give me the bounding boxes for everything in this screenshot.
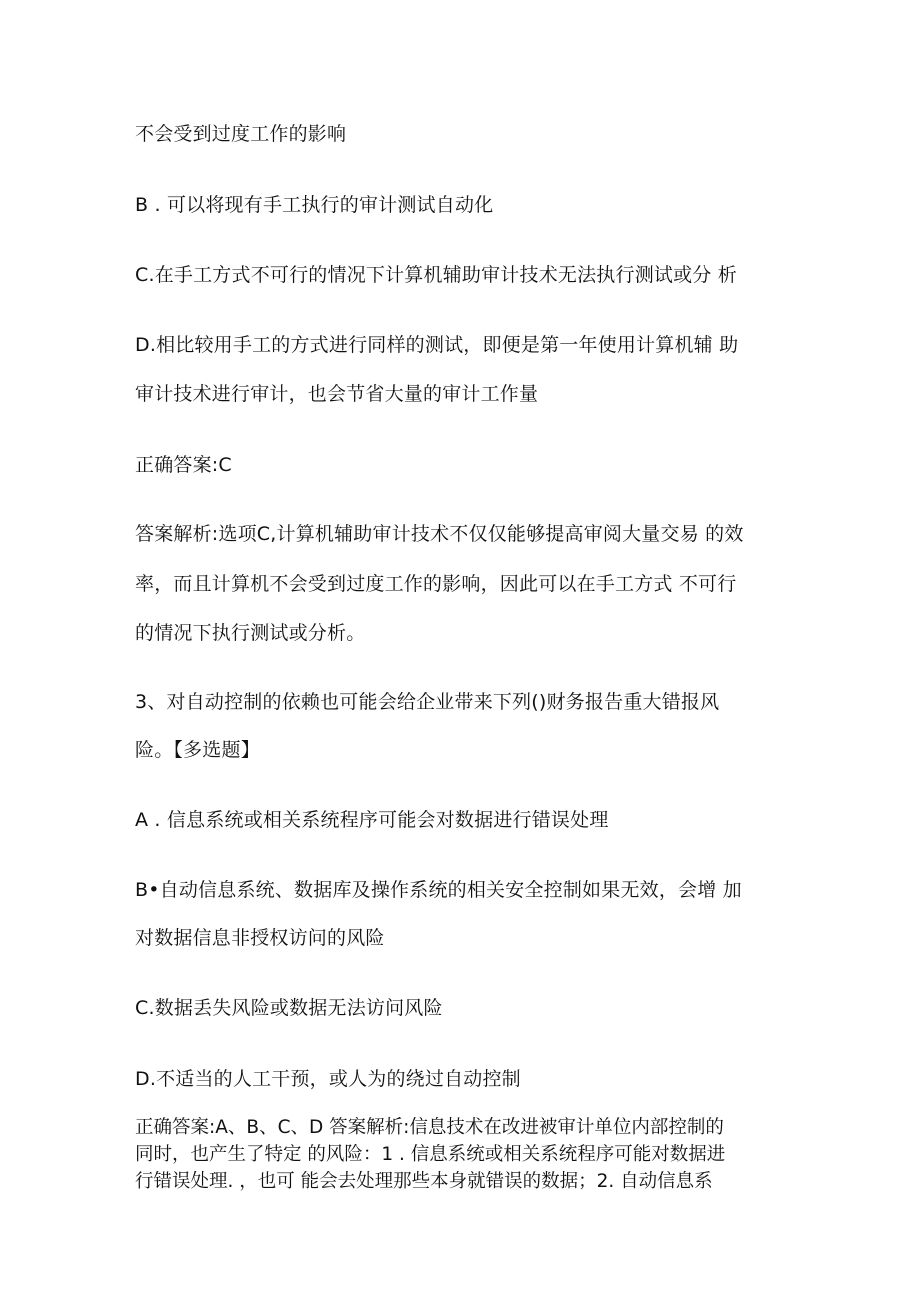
option-d: D.相比较用手工的方式进行同样的测试，即便是第一年使用计算机辅 助 <box>135 334 739 356</box>
option-c: C.在手工方式不可行的情况下计算机辅助审计技术无法执行测试或分 析 <box>135 264 737 286</box>
question-3-continued: 险。【多选题】 <box>135 739 260 761</box>
option-b: B . 可以将现有手工执行的审计测试自动化 <box>135 194 494 216</box>
text-line: 不会受到过度工作的影响 <box>135 123 347 145</box>
answer-block-line: 同时，也产生了特定 的风险：1 . 信息系统或相关系统程序可能对数据进 <box>135 1144 726 1165</box>
answer-explanation-end: 的情况下执行测试或分析。 <box>135 622 366 644</box>
option-d-continued: 审计技术进行审计，也会节省大量的审计工作量 <box>135 383 539 405</box>
option-c: C.数据丢失风险或数据无法访问风险 <box>135 997 443 1019</box>
answer-block-line: 正确答案:A、B、C、D 答案解析:信息技术在改进被审计单位内部控制的 <box>135 1117 724 1138</box>
option-b: B•自动信息系统、数据库及操作系统的相关安全控制如果无效，会增 加 <box>135 879 742 901</box>
question-3: 3、对自动控制的依赖也可能会给企业带来下列()财务报告重大错报风 <box>135 691 720 713</box>
answer-explanation: 答案解析:选项C,计算机辅助审计技术不仅仅能够提高审阅大量交易 的效 <box>135 523 744 545</box>
option-d: D.不适当的人工干预，或人为的绕过自动控制 <box>135 1068 521 1090</box>
correct-answer: 正确答案:C <box>135 454 232 476</box>
option-a: A . 信息系统或相关系统程序可能会对数据进行错误处理 <box>135 809 609 831</box>
answer-explanation-continued: 率，而且计算机不会受到过度工作的影响，因此可以在手工方式 不可行 <box>135 573 737 595</box>
answer-block <box>135 1114 785 1195</box>
option-b-continued: 对数据信息非授权访问的风险 <box>135 927 385 949</box>
answer-block-line: 行错误处理. ，也可 能会去处理那些本身就错误的数据；2. 自动信息系 <box>135 1171 713 1192</box>
